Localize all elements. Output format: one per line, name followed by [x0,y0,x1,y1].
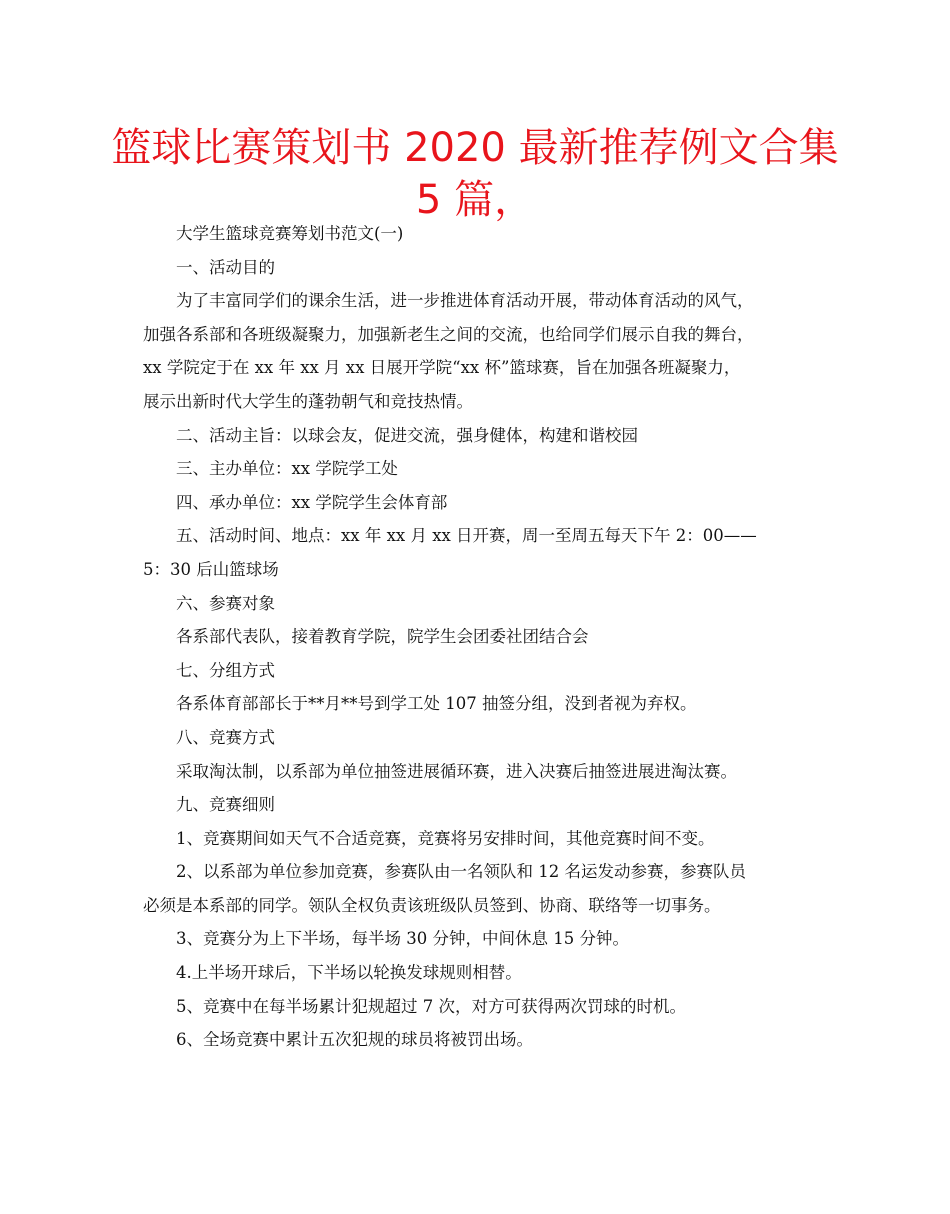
text-line: 九、竞赛细则 [176,795,275,815]
text-line: 展示出新时代大学生的蓬勃朝气和竞技热情。 [143,391,473,411]
text-line: 五、活动时间、地点：xx 年 xx 月 xx 日开赛，周一至周五每天下午 2：00—— [176,526,757,546]
text-line: 3、竞赛分为上下半场，每半场 30 分钟，中间休息 15 分钟。 [176,929,629,949]
text-line: 八、竞赛方式 [176,727,275,747]
text-line: 二、活动主旨：以球会友，促进交流，强身健体，构建和谐校园 [176,425,638,445]
text-line: 1、竞赛期间如天气不合适竞赛，竞赛将另安排时间，其他竞赛时间不变。 [176,828,715,848]
text-line: 5、竞赛中在每半场累计犯规超过 7 次，对方可获得两次罚球的时机。 [176,996,686,1016]
text-line: 七、分组方式 [176,660,275,680]
text-line: 一、活动目的 [176,257,275,277]
text-line: 三、主办单位：xx 学院学工处 [176,459,398,479]
document-title: 篮球比赛策划书 2020 最新推荐例文合集 5 篇， [111,125,839,223]
text-line: 6、全场竞赛中累计五次犯规的球员将被罚出场。 [176,1030,533,1050]
text-line: 各系部代表队，接着教育学院，院学生会团委社团结合会 [176,627,589,647]
text-line: 加强各系部和各班级凝聚力，加强新老生之间的交流，也给同学们展示自我的舞台， [143,324,754,344]
text-line: 为了丰富同学们的课余生活，进一步推进体育活动开展，带动体育活动的风气， [176,291,754,311]
text-line: 各系体育部部长于**月**号到学工处 107 抽签分组，没到者视为弃权。 [176,694,697,714]
text-line: 2、以系部为单位参加竞赛，参赛队由一名领队和 12 名运发动参赛，参赛队员 [176,862,746,882]
document-body [143,217,813,1057]
text-line: 4.上半场开球后，下半场以轮换发球规则相替。 [176,963,522,983]
text-line: 采取淘汰制，以系部为单位抽签进展循环赛，进入决赛后抽签进展进淘汰赛。 [176,761,737,781]
text-line: 六、参赛对象 [176,593,275,613]
text-line: 四、承办单位：xx 学院学生会体育部 [176,492,448,512]
text-line: 5：30 后山篮球场 [143,559,279,579]
text-line: 大学生篮球竞赛筹划书范文(一) [176,224,404,243]
text-line: xx 学院定于在 xx 年 xx 月 xx 日展开学院“xx 杯”篮球赛，旨在加强各班凝聚力， [143,358,741,378]
text-line: 必须是本系部的同学。领队全权负责该班级队员签到、协商、联络等一切事务。 [143,895,721,915]
